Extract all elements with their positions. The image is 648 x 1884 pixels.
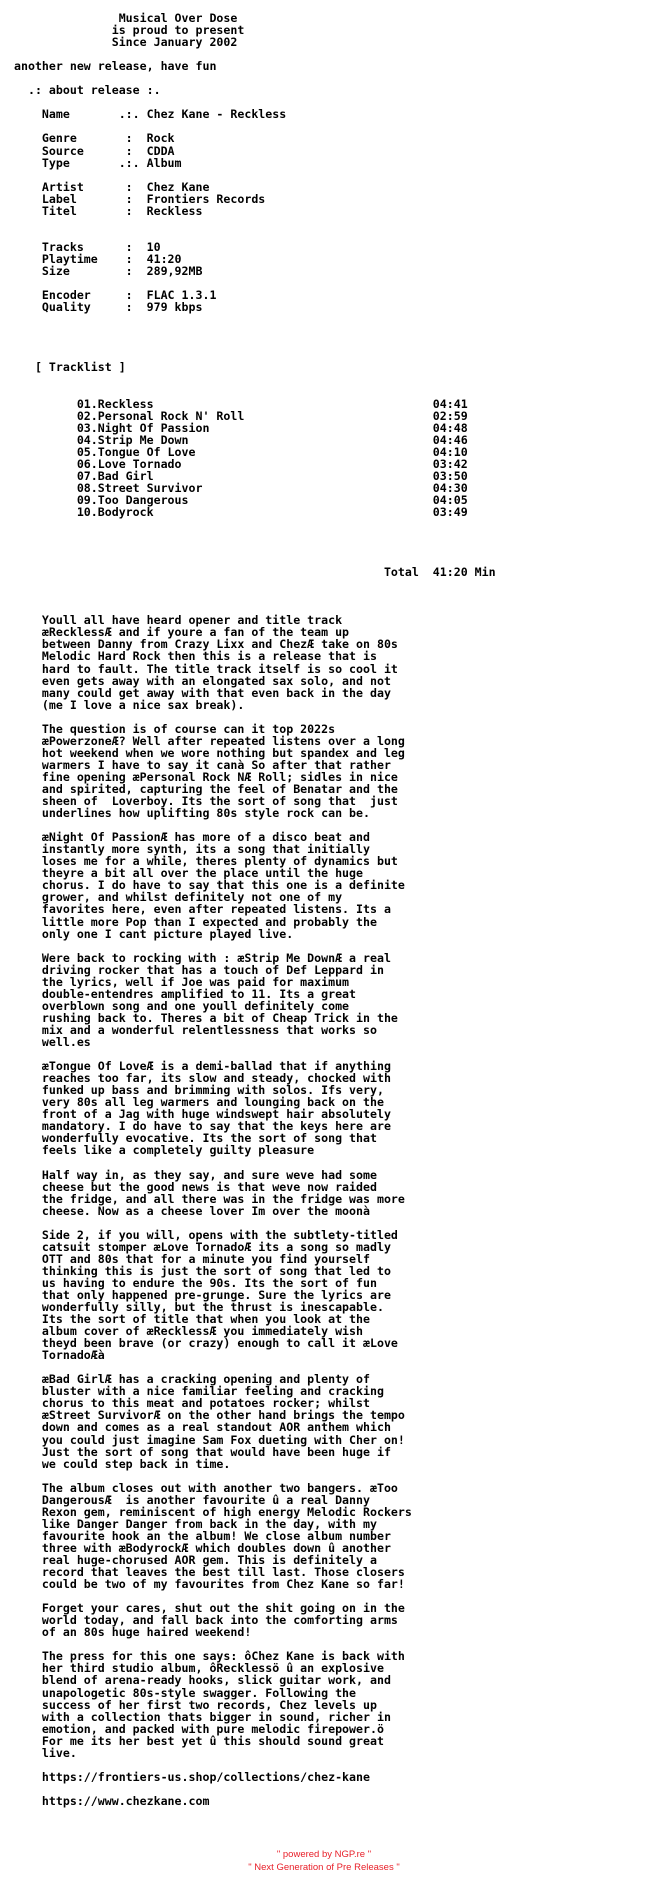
nfo-line: Name .:. Chez Kane - Reckless bbox=[14, 107, 287, 122]
nfo-line: world today, and fall back into the comforting arms bbox=[14, 1613, 398, 1628]
nfo-line: hot weekend when we wore nothing but spandex and leg bbox=[14, 745, 405, 760]
nfo-line: emotion, and packed with pure melodic firepower.ö bbox=[14, 1721, 384, 1736]
nfo-line: the fridge, and all there was in the fridge was more bbox=[14, 1191, 405, 1206]
nfo-line: funked up bass and brimming with solos. Ifs very, bbox=[14, 1083, 384, 1098]
nfo-line: Encoder : FLAC 1.3.1 bbox=[14, 288, 217, 303]
nfo-line: [ Tracklist ] bbox=[14, 360, 126, 375]
nfo-line: very 80s all leg warmers and lounging back on the bbox=[14, 1095, 384, 1110]
nfo-line: that only happened pre-grunge. Sure the lyrics are bbox=[14, 1287, 391, 1302]
nfo-line: Quality : 979 kbps bbox=[14, 300, 203, 315]
nfo-line: the lyrics, well if Joe was paid for maximum bbox=[14, 974, 350, 989]
nfo-line: success of her first two records, Chez levels up bbox=[14, 1697, 377, 1712]
nfo-line: Just the sort of song that would have been huge if bbox=[14, 1444, 391, 1459]
nfo-line: æNight Of PassionÆ has more of a disco beat and bbox=[14, 830, 370, 845]
nfo-line: overblown song and one youll definitely come bbox=[14, 998, 350, 1013]
nfo-line: grower, and whilst definitely not one of my bbox=[14, 890, 343, 905]
footer-tagline: " Next Generation of Pre Releases " bbox=[248, 1862, 400, 1873]
nfo-line: Forget your cares, shut out the shit going on in the bbox=[14, 1601, 405, 1616]
nfo-line: driving rocker that has a touch of Def Leppard in bbox=[14, 962, 384, 977]
nfo-line: front of a Jag with huge windswept hair absolutely bbox=[14, 1107, 391, 1122]
nfo-line: like Danger Danger from back in the day, with my bbox=[14, 1516, 377, 1531]
nfo-line: Side 2, if you will, opens with the subtlety-titled bbox=[14, 1227, 398, 1242]
nfo-line: another new release, have fun bbox=[14, 59, 217, 74]
nfo-line: Type .:. Album bbox=[14, 155, 182, 170]
nfo-line: and spirited, capturing the feel of Benatar and the bbox=[14, 782, 398, 796]
nfo-line: 06.Love Tornado 03:42 bbox=[14, 456, 468, 471]
nfo-line: Source : CDDA bbox=[14, 143, 175, 158]
nfo-line: 03.Night Of Passion 04:48 bbox=[14, 420, 468, 435]
nfo-line: is proud to present bbox=[14, 23, 245, 38]
nfo-line: warmers I have to say it canà So after that rather bbox=[14, 757, 391, 772]
nfo-line: we could step back in time. bbox=[14, 1456, 231, 1471]
nfo-line: feels like a completely guilty pleasure bbox=[14, 1143, 315, 1158]
nfo-line: hard to fault. The title track itself is so cool it bbox=[14, 661, 398, 676]
nfo-line: For me its her best yet û this should sound great bbox=[14, 1733, 384, 1748]
nfo-line: catsuit stomper æLove TornadoÆ its a song so madly bbox=[14, 1239, 391, 1254]
nfo-line: Playtime : 41:20 bbox=[14, 251, 182, 266]
nfo-line: Label : Frontiers Records bbox=[14, 191, 266, 206]
nfo-line: 10.Bodyrock 03:49 bbox=[14, 504, 468, 519]
nfo-line: æBad GirlÆ has a cracking opening and plenty of bbox=[14, 1372, 370, 1387]
nfo-line: with a collection thats bigger in sound, richer in bbox=[14, 1709, 391, 1724]
nfo-line: 07.Bad Girl 03:50 bbox=[14, 468, 468, 483]
nfo-line: unapologetic 80s-style swagger. Following the bbox=[14, 1685, 357, 1700]
nfo-line: cheese. Now as a cheese lover Im over the moonà bbox=[14, 1203, 370, 1218]
nfo-line: many could get away with that even back in the day bbox=[14, 685, 391, 700]
nfo-line: DangerousÆ is another favourite û a real Danny bbox=[14, 1492, 370, 1507]
nfo-line: sheen of Loverboy. Its the sort of song that just bbox=[14, 794, 398, 809]
footer-powered-by: " powered by NGP.re " bbox=[276, 1849, 372, 1860]
nfo-line: record that leaves the best till last. Those closers bbox=[14, 1565, 405, 1580]
nfo-line: The album closes out with another two bangers. æToo bbox=[14, 1480, 398, 1495]
nfo-line: theyre a bit all over the place until the huge bbox=[14, 866, 364, 881]
nfo-line: chorus to this meat and potatoes rocker; whilst bbox=[14, 1396, 370, 1411]
nfo-line: 08.Street Survivor 04:30 bbox=[14, 480, 468, 495]
nfo-line: reaches too far, its slow and steady, chocked with bbox=[14, 1071, 391, 1086]
nfo-line: little more Pop than I expected and probably the bbox=[14, 914, 377, 929]
nfo-line: thinking this is just the sort of song that led to bbox=[14, 1263, 391, 1278]
nfo-line: favorites here, even after repeated listens. Its a bbox=[14, 902, 391, 917]
nfo-line: blend of arena-ready hooks, slick guitar work, and bbox=[14, 1673, 391, 1688]
nfo-line: rushing back to. Theres a bit of Cheap Trick in the bbox=[14, 1010, 398, 1025]
nfo-line: æRecklessÆ and if youre a fan of the team up bbox=[14, 625, 350, 640]
nfo-line: you could just imagine Sam Fox dueting with Cher on! bbox=[14, 1432, 405, 1447]
nfo-line: mix and a wonderful relentlessness that works so bbox=[14, 1022, 377, 1037]
nfo-line: even gets away with an elongated sax solo, and not bbox=[14, 673, 391, 688]
nfo-line: her third studio album, ôRecklessö û an explosive bbox=[14, 1661, 384, 1676]
nfo-line: Artist : Chez Kane bbox=[14, 179, 210, 194]
nfo-line: æStreet SurvivorÆ on the other hand brings the tempo bbox=[14, 1408, 405, 1423]
nfo-line: .: about release :. bbox=[14, 83, 161, 98]
nfo-line: underlines how uplifting 80s style rock can be. bbox=[14, 806, 370, 821]
nfo-line: 05.Tongue Of Love 04:10 bbox=[14, 444, 468, 459]
nfo-line: Were back to rocking with : æStrip Me DownÆ a real bbox=[14, 950, 391, 965]
nfo-line: TornadoÆà bbox=[14, 1348, 105, 1363]
nfo-line: 09.Too Dangerous 04:05 bbox=[14, 492, 468, 507]
nfo-line: Total 41:20 Min bbox=[14, 565, 496, 580]
nfo-line: æPowerzoneÆ? Well after repeated listens over a long bbox=[14, 733, 405, 748]
nfo-line: between Danny from Crazy Lixx and ChezÆ take on 80s bbox=[14, 637, 398, 652]
nfo-line: Half way in, as they say, and sure weve had some bbox=[14, 1167, 377, 1182]
nfo-line[interactable]: https://www.chezkane.com bbox=[14, 1793, 210, 1808]
nfo-line: only one I cant picture played live. bbox=[14, 926, 294, 941]
nfo-line: cheese but the good news is that weve now raided bbox=[14, 1179, 377, 1194]
nfo-line: Titel : Reckless bbox=[14, 203, 203, 218]
nfo-line: favourite hook an the album! We close album number bbox=[14, 1528, 391, 1543]
nfo-line: instantly more synth, its a song that initially bbox=[14, 842, 370, 857]
nfo-line: wonderfully evocative. Its the sort of song that bbox=[14, 1131, 377, 1146]
nfo-line: æTongue Of LoveÆ is a demi-ballad that if anything bbox=[14, 1059, 391, 1074]
nfo-line: album cover of æRecklessÆ you immediately wish bbox=[14, 1324, 364, 1339]
nfo-line: well.es bbox=[14, 1034, 91, 1049]
nfo-line: The press for this one says: ôChez Kane is back with bbox=[14, 1649, 405, 1664]
nfo-line: fine opening æPersonal Rock NÆ Roll; sidles in nice bbox=[14, 769, 398, 784]
nfo-line: real huge-chorused AOR gem. This is definitely a bbox=[14, 1553, 377, 1567]
nfo-line: down and comes as a real standout AOR anthem which bbox=[14, 1420, 391, 1435]
footer bbox=[0, 1848, 648, 1874]
nfo-line: of an 80s huge haired weekend! bbox=[14, 1625, 252, 1640]
nfo-line: Its the sort of title that when you look at the bbox=[14, 1312, 370, 1327]
nfo-line: double-entendres amplified to 11. Its a great bbox=[14, 986, 357, 1001]
nfo-line: 01.Reckless 04:41 bbox=[14, 396, 468, 411]
nfo-line: OTT and 80s that for a minute you find yourself bbox=[14, 1251, 370, 1266]
nfo-line: Melodic Hard Rock then this is a release that is bbox=[14, 649, 377, 664]
nfo-line: live. bbox=[14, 1745, 77, 1760]
nfo-line: loses me for a while, theres plenty of dynamics but bbox=[14, 854, 398, 869]
nfo-line: Rexon gem, reminiscent of high energy Melodic Rockers bbox=[14, 1504, 412, 1519]
nfo-line: Genre : Rock bbox=[14, 131, 175, 146]
nfo-line: The question is of course can it top 2022s bbox=[14, 721, 336, 736]
nfo-line: chorus. I do have to say that this one is a definite bbox=[14, 878, 405, 893]
nfo-line[interactable]: https://frontiers-us.shop/collections/chez-kane bbox=[14, 1769, 370, 1784]
nfo-line: bluster with a nice familiar feeling and cracking bbox=[14, 1384, 384, 1399]
nfo-line: 04.Strip Me Down 04:46 bbox=[14, 432, 468, 447]
nfo-line: could be two of my favourites from Chez Kane so far! bbox=[14, 1577, 405, 1592]
nfo-line: Tracks : 10 bbox=[14, 239, 161, 254]
nfo-line: Size : 289,92MB bbox=[14, 263, 203, 278]
nfo-text bbox=[14, 12, 496, 1807]
nfo-line: wonderfully silly, but the thrust is inescapable. bbox=[14, 1300, 384, 1315]
nfo-line: Musical Over Dose bbox=[14, 11, 238, 25]
nfo-line: theyd been brave (or crazy) enough to call it æLove bbox=[14, 1336, 398, 1351]
nfo-line: 02.Personal Rock N' Roll 02:59 bbox=[14, 408, 468, 423]
nfo-line: three with æBodyrockÆ which doubles down û another bbox=[14, 1540, 391, 1555]
nfo-line: us having to endure the 90s. Its the sort of fun bbox=[14, 1275, 377, 1290]
nfo-line: (me I love a nice sax break). bbox=[14, 697, 245, 712]
nfo-line: mandatory. I do have to say that the keys here are bbox=[14, 1119, 391, 1134]
nfo-line: Since January 2002 bbox=[14, 35, 238, 50]
nfo-line: Youll all have heard opener and title track bbox=[14, 613, 343, 628]
